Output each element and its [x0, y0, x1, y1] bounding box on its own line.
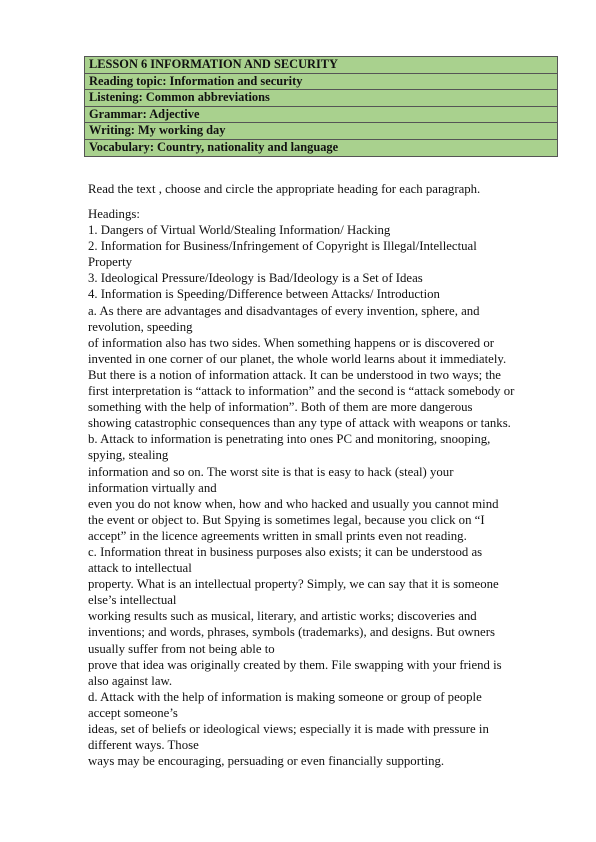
listening-topic: Listening: Common abbreviations — [85, 90, 557, 107]
text-line: else’s intellectual — [88, 593, 177, 608]
grammar-topic: Grammar: Adjective — [85, 107, 557, 124]
text-line: accept” in the licence agreements written in small prints even not reading. — [88, 528, 467, 543]
text-line: Property — [88, 255, 133, 270]
text-line: revolution, speeding — [88, 319, 193, 334]
text-line: d. Attack with the help of information is making someone or group of people — [88, 689, 482, 704]
text-line: usually suffer from not being able to — [88, 641, 275, 656]
text-line: showing catastrophic consequences than any type of attack with weapons or tanks. — [88, 416, 511, 431]
reading-text — [88, 206, 560, 769]
text-line: accept someone’s — [88, 705, 178, 720]
text-line: Headings: — [88, 207, 140, 221]
writing-topic: Writing: My working day — [85, 123, 557, 140]
text-line: ways may be encouraging, persuading or even financially supporting. — [88, 754, 445, 769]
text-line: information virtually and — [88, 480, 217, 495]
text-line: different ways. Those — [88, 738, 199, 753]
text-line: c. Information threat in business purposes also exists; it can be understood as — [88, 544, 483, 559]
text-line: working results such as musical, literary, and artistic works; discoveries and — [88, 609, 477, 624]
text-line: the event or object to. But Spying is sometimes legal, because you click on “I — [88, 512, 485, 527]
text-line: ideas, set of beliefs or ideological views; especially it is made with pressure in — [88, 722, 489, 736]
text-line: of information also has two sides. When something happens or is discovered or — [88, 335, 494, 350]
text-line: something with the help of information”. Both of them are more dangerous — [88, 400, 473, 415]
text-line: 4. Information is Speeding/Difference between Attacks/ Introduction — [88, 287, 440, 302]
text-line: But there is a notion of information attack. It can be understood in two ways; the — [88, 367, 501, 382]
text-line: attack to intellectual — [88, 561, 192, 576]
instruction-text: Read the text , choose and circle the appropriate heading for each paragraph. — [88, 182, 481, 196]
reading-topic: Reading topic: Information and security — [85, 74, 557, 91]
text-line: first interpretation is “attack to information” and the second is “attack somebody or — [88, 384, 515, 399]
text-line: also against law. — [88, 673, 173, 688]
text-line: a. As there are advantages and disadvantages of every invention, sphere, and — [88, 303, 480, 318]
text-line: invented in one corner of our planet, the whole world learns about it immediately. — [88, 351, 507, 366]
text-line: prove that idea was originally created by them. File swapping with your friend is — [88, 657, 502, 672]
text-line: spying, stealing — [88, 448, 169, 463]
text-line: inventions; and words, phrases, symbols (trademarks), and designs. But owners — [88, 625, 495, 640]
text-line: even you do not know when, how and who hacked and usually you cannot mind — [88, 496, 499, 511]
text-line: 2. Information for Business/Infringement of Copyright is Illegal/Intellectual — [88, 239, 477, 254]
text-line: property. What is an intellectual property? Simply, we can say that it is someone — [88, 577, 499, 592]
text-line: 1. Dangers of Virtual World/Stealing Information/ Hacking — [88, 223, 391, 238]
lesson-title: LESSON 6 INFORMATION AND SECURITY — [85, 57, 557, 74]
vocabulary-topic: Vocabulary: Country, nationality and language — [89, 139, 339, 154]
text-line: 3. Ideological Pressure/Ideology is Bad/Ideology is a Set of Ideas — [88, 271, 423, 286]
lesson-header-box — [84, 56, 558, 157]
text-line: information and so on. The worst site is that is easy to hack (steal) your — [88, 464, 454, 479]
text-line: b. Attack to information is penetrating into ones PC and monitoring, snooping, — [88, 432, 491, 447]
